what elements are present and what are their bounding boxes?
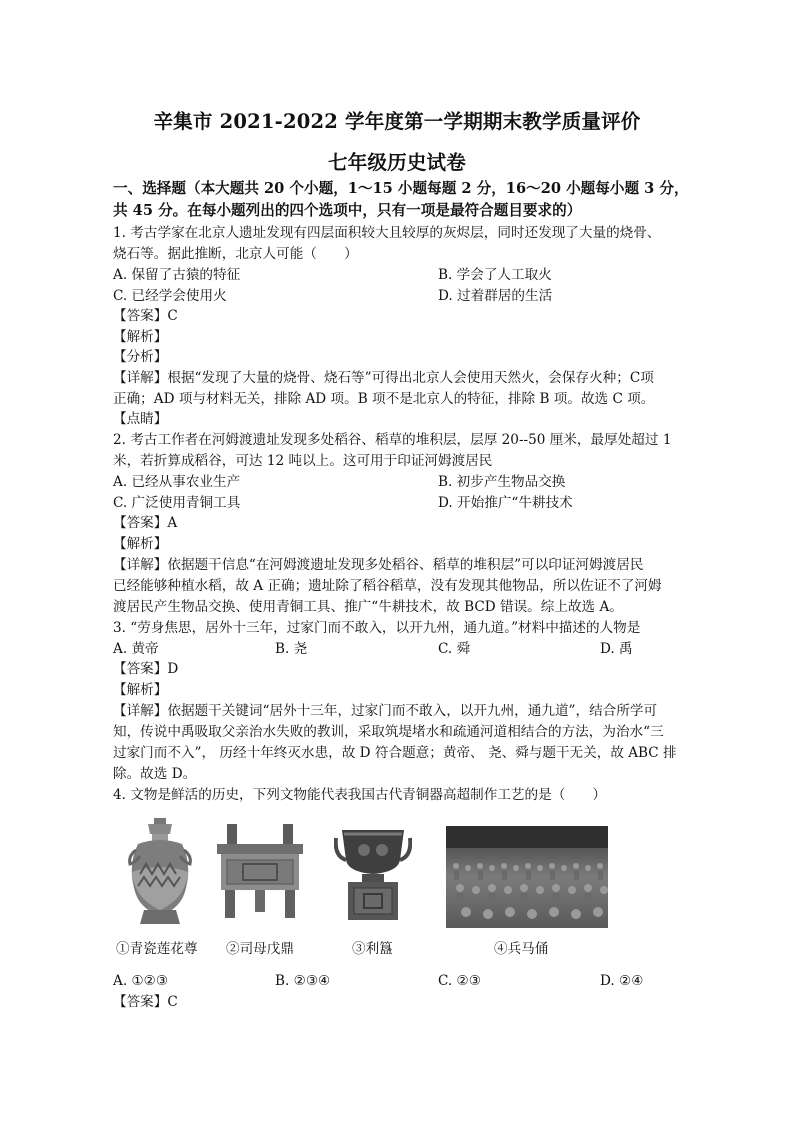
q1-dianjing: 【点睛】	[113, 411, 168, 427]
q3-option-c: C. 舜	[438, 641, 471, 657]
q1-stem-line2: 烧石等。据此推断，北京人可能（ ）	[113, 246, 358, 262]
q1-detail-line1: 【详解】根据“发现了大量的烧骨、烧石等”可得出北京人会使用天然火，会保存火种；C项	[113, 370, 654, 386]
q4-answer: 【答案】C	[113, 994, 178, 1010]
q4-caption-4: ④兵马俑	[494, 941, 549, 957]
q1-option-b: B. 学会了人工取火	[438, 267, 552, 283]
q4-option-c: C. ②③	[438, 973, 481, 989]
q3-detail-line2: 知，传说中禹吸取父亲治水失败的教训，采取筑堤堵水和疏通河道相结合的方法，为治水“三	[113, 724, 664, 740]
terracotta-army-image	[446, 826, 608, 928]
q2-jiexi: 【解析】	[113, 536, 168, 552]
q4-caption-2: ②司母戊鼎	[226, 941, 294, 957]
simuwu-ding-image	[213, 822, 307, 920]
q3-stem: 3. “劳身焦思，居外十三年，过家门而不敢入，以开九州，通九道。”材料中描述的人物是	[113, 620, 641, 636]
q1-fenxi: 【分析】	[113, 349, 168, 365]
q1-option-a: A. 保留了古猿的特征	[113, 267, 241, 283]
q4-option-a: A. ①②③	[113, 973, 169, 989]
li-gui-image	[334, 822, 412, 922]
q3-detail-line4: 除。故选 D。	[113, 766, 197, 782]
q4-stem: 4. 文物是鲜活的历史，下列文物能代表我国古代青铜器高超制作工艺的是（ ）	[113, 787, 607, 803]
q3-option-a: A. 黄帝	[113, 641, 159, 657]
q4-option-b: B. ②③④	[275, 973, 331, 989]
q2-stem-line1: 2. 考古工作者在河姆渡遗址发现多处稻谷、稻草的堆积层，层厚 20--50 厘米，最厚处超过 1	[113, 432, 672, 448]
q2-option-d: D. 开始推广“牛耕技术	[438, 495, 573, 511]
q1-stem-line1: 1. 考古学家在北京人遗址发现有四层面积较大且较厚的灰烬层，同时还发现了大量的烧骨、	[113, 225, 661, 241]
celadon-lotus-vase-image	[118, 814, 202, 928]
q4-option-d: D. ②④	[600, 973, 644, 989]
q2-answer: 【答案】A	[113, 515, 178, 531]
q3-option-d: D. 禹	[600, 641, 633, 657]
exam-title: 辛集市 2021-2022 学年度第一学期期末教学质量评价	[153, 110, 641, 133]
q1-jiexi: 【解析】	[113, 329, 168, 345]
q2-detail-line3: 渡居民产生物品交换、使用青铜工具、推广“牛耕技术，故 BCD 错误。综上故选 A。	[113, 599, 623, 615]
q2-option-a: A. 已经从事农业生产	[113, 474, 241, 490]
q4-caption-1: ①青瓷莲花尊	[116, 941, 198, 957]
q1-detail-line2: 正确；AD 项与材料无关，排除 AD 项。B 项不是北京人的特征，排除 B 项。故选 C 项。	[113, 391, 655, 407]
q1-option-c: C. 已经学会使用火	[113, 288, 227, 304]
q2-stem-line2: 米，若折算成稻谷，可达 12 吨以上。这可用于印证河姆渡居民	[113, 453, 493, 469]
q4-caption-3: ③利簋	[352, 941, 393, 957]
section-heading-line2: 共 45 分。在每小题列出的四个选项中，只有一项是最符合题目要求的）	[113, 202, 582, 219]
q3-option-b: B. 尧	[275, 641, 308, 657]
q2-option-b: B. 初步产生物品交换	[438, 474, 566, 490]
q1-answer: 【答案】C	[113, 308, 178, 324]
q3-jiexi: 【解析】	[113, 682, 168, 698]
exam-subtitle: 七年级历史试卷	[328, 151, 466, 174]
section-heading-line1: 一、选择题（本大题共 20 个小题，1～15 小题每题 2 分，16～20 小题每小题 3 分，	[113, 180, 689, 197]
q2-option-c: C. 广泛使用青铜工具	[113, 495, 241, 511]
q3-answer: 【答案】D	[113, 661, 179, 677]
q3-detail-line3: 过家门而不入”， 历经十年终灭水患，故 D 符合题意；黄帝、 尧、舜与题干无关，故 ABC 排	[113, 745, 677, 761]
q2-detail-line1: 【详解】依据题干信息“在河姆渡遗址发现多处稻谷、稻草的堆积层”可以印证河姆渡居民	[113, 557, 644, 573]
q3-detail-line1: 【详解】依据题干关键词“居外十三年，过家门而不敢入，以开九州，通九道”，结合所学可	[113, 703, 658, 719]
q1-option-d: D. 过着群居的生活	[438, 288, 553, 304]
q2-detail-line2: 已经能够种植水稻，故 A 正确；遗址除了稻谷稻草，没有发现其他物品，所以佐证不了河姆	[113, 578, 662, 594]
